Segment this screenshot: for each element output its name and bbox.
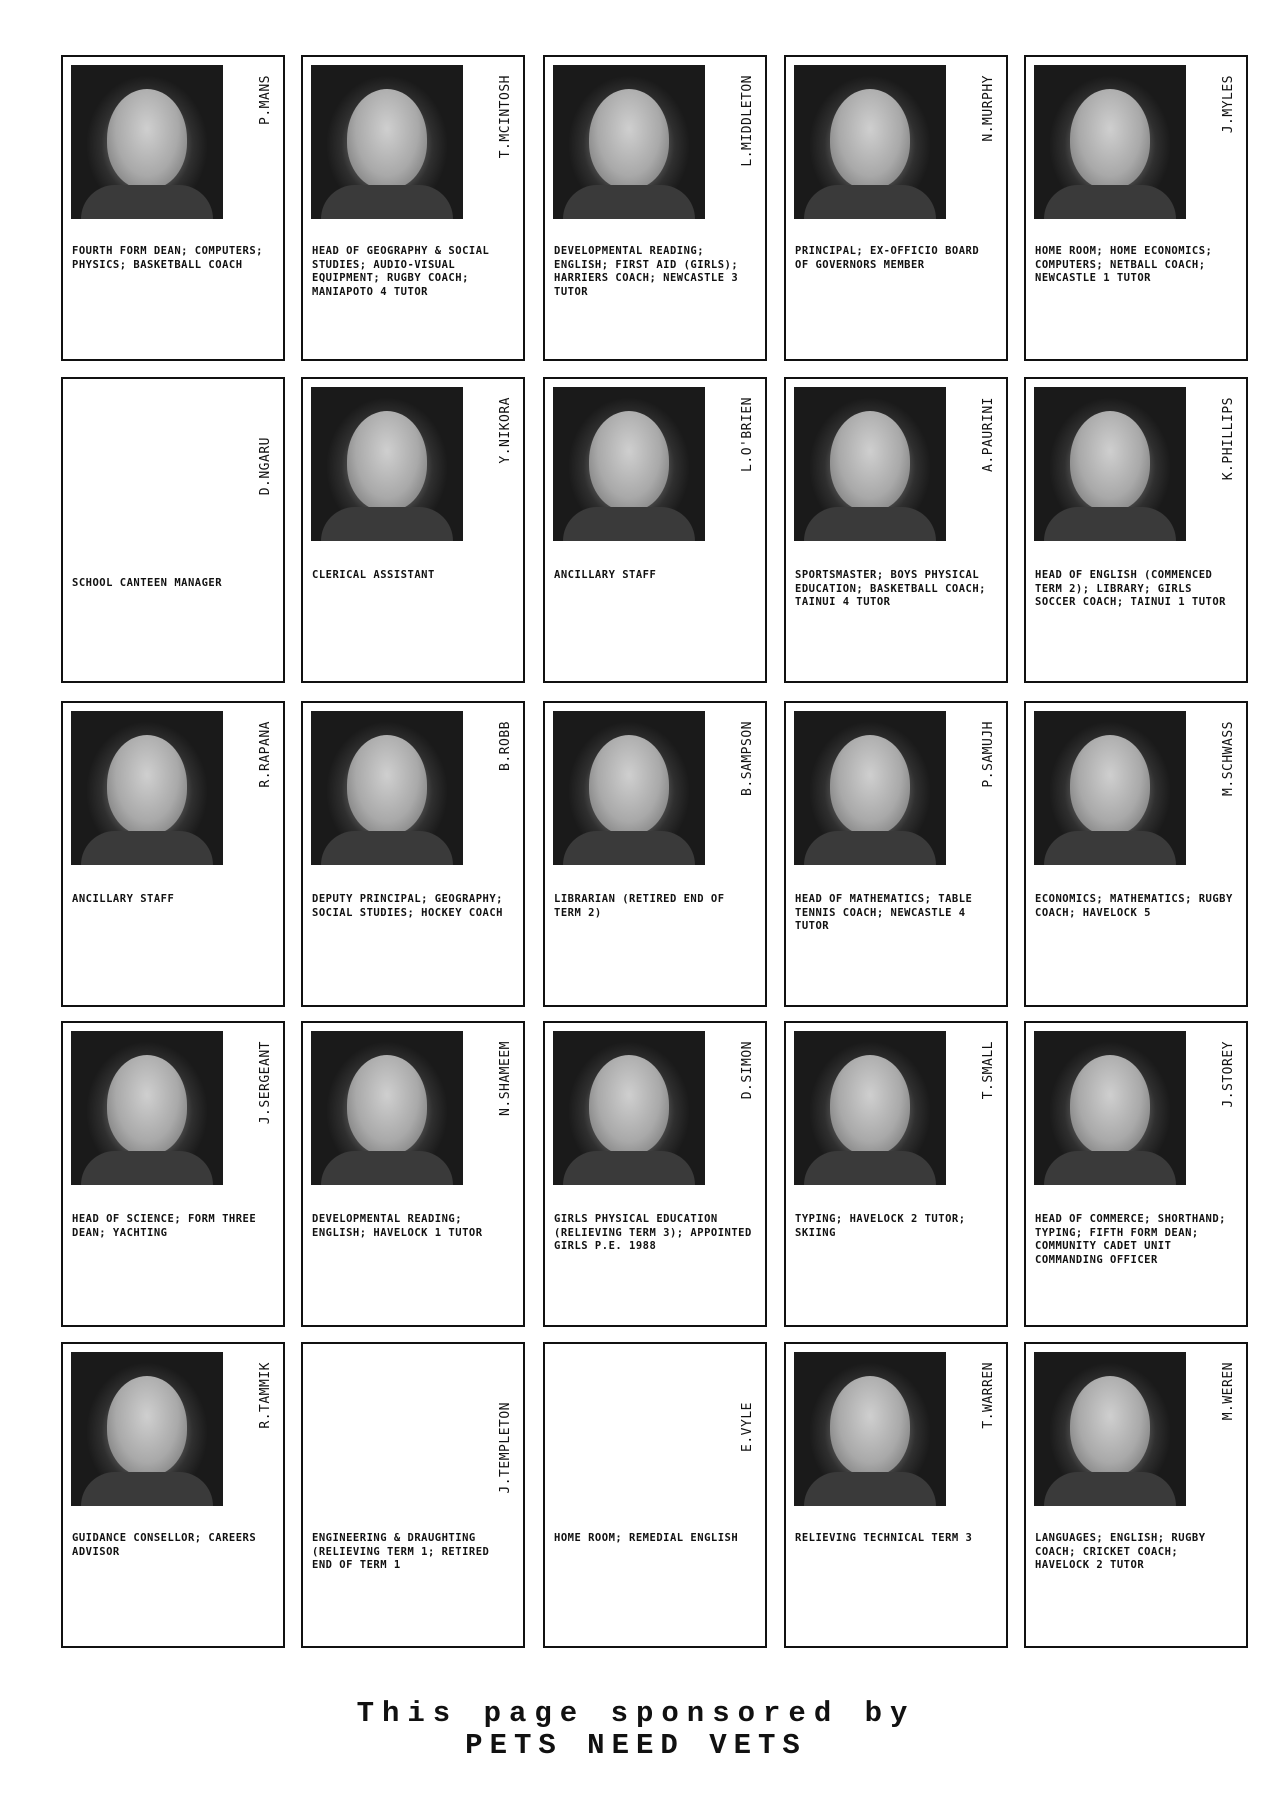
staff-card [61,55,285,361]
staff-card [784,1021,1008,1327]
staff-card [61,377,285,683]
photo-shoulders [321,185,453,219]
staff-role: HOME ROOM; REMEDIAL ENGLISH [554,1532,739,1544]
staff-name: R.RAPANA [258,721,273,788]
photo-shoulders [804,1472,936,1506]
photo-shoulders [1044,831,1176,865]
staff-photo [71,1031,223,1185]
staff-card [543,1021,767,1327]
staff-role: DEVELOPMENTAL READING; ENGLISH; FIRST AID (GIRLS); HARRIERS COACH; NEWCASTLE 3 TUTOR [554,245,746,298]
photo-shoulders [1044,1472,1176,1506]
staff-role: TYPING; HAVELOCK 2 TUTOR; SKIING [795,1213,973,1239]
photo-shoulders [81,1151,213,1185]
staff-role: ECONOMICS; MATHEMATICS; RUGBY COACH; HAVELOCK 5 [1035,893,1240,919]
sponsor-name: PETS NEED VETS [465,1729,807,1762]
staff-card [301,701,525,1007]
photo-face [1070,1376,1150,1476]
staff-name: K.PHILLIPS [1221,397,1236,481]
staff-role: GUIDANCE CONSELLOR; CAREERS ADVISOR [72,1532,264,1558]
staff-photo [1034,387,1186,541]
staff-name: T.SMALL [981,1041,996,1100]
staff-photo [794,711,946,865]
staff-name: M.WEREN [1221,1362,1236,1421]
photo-face [589,735,669,835]
photo-shoulders [1044,507,1176,541]
photo-shoulders [563,507,695,541]
staff-card [784,1342,1008,1648]
staff-role: GIRLS PHYSICAL EDUCATION (RELIEVING TERM 3); APPOINTED GIRLS P.E. 1988 [554,1213,759,1252]
photo-shoulders [804,185,936,219]
staff-card [301,1342,525,1648]
staff-name: J.STOREY [1221,1041,1236,1108]
staff-photo [553,65,705,219]
staff-name: P.MANS [258,75,273,125]
staff-card [784,377,1008,683]
staff-photo [553,1031,705,1185]
photo-face [830,411,910,511]
staff-name: N.SHAMEEM [498,1041,513,1116]
staff-name: M.SCHWASS [1221,721,1236,796]
staff-role: LIBRARIAN (RETIRED END OF TERM 2) [554,893,732,919]
staff-photo [71,65,223,219]
staff-photo [1034,711,1186,865]
staff-card [1024,1342,1248,1648]
photo-face [347,1055,427,1155]
photo-shoulders [81,831,213,865]
staff-photo [311,1031,463,1185]
staff-role: ANCILLARY STAFF [72,893,175,905]
photo-face [1070,89,1150,189]
photo-face [347,735,427,835]
photo-face [107,1376,187,1476]
staff-card [784,701,1008,1007]
photo-face [589,1055,669,1155]
photo-shoulders [563,185,695,219]
staff-name: B.ROBB [498,721,513,771]
staff-card [543,1342,767,1648]
staff-photo [311,65,463,219]
staff-role: DEVELOPMENTAL READING; ENGLISH; HAVELOCK 1 TUTOR [312,1213,483,1239]
staff-card [61,1021,285,1327]
staff-photo [553,711,705,865]
staff-role: HEAD OF GEOGRAPHY & SOCIAL STUDIES; AUDIO-VISUAL EQUIPMENT; RUGBY COACH; MANIAPOTO 4 TUTOR [312,245,497,298]
staff-photo [311,387,463,541]
staff-role: HEAD OF COMMERCE; SHORTHAND; TYPING; FIFTH FORM DEAN; COMMUNITY CADET UNIT COMMANDING OFFICER [1035,1213,1233,1266]
staff-name: R.TAMMIK [258,1362,273,1429]
staff-name: T.WARREN [981,1362,996,1429]
staff-name: D.NGARU [258,437,273,496]
photo-shoulders [321,507,453,541]
staff-photo [71,1352,223,1506]
staff-role: CLERICAL ASSISTANT [312,569,435,581]
photo-shoulders [81,185,213,219]
staff-photo [794,1352,946,1506]
staff-photo [1034,1031,1186,1185]
staff-photo [1034,65,1186,219]
photo-face [830,1055,910,1155]
staff-photo [71,711,223,865]
staff-card [1024,1021,1248,1327]
staff-role: HEAD OF MATHEMATICS; TABLE TENNIS COACH; NEWCASTLE 4 TUTOR [795,893,980,932]
staff-photo [1034,1352,1186,1506]
staff-name: B.SAMPSON [740,721,755,796]
photo-face [1070,1055,1150,1155]
staff-name: Y.NIKORA [498,397,513,464]
staff-card [1024,701,1248,1007]
staff-card [1024,55,1248,361]
staff-card [784,55,1008,361]
staff-card [301,1021,525,1327]
staff-photo [311,711,463,865]
staff-role: DEPUTY PRINCIPAL; GEOGRAPHY; SOCIAL STUDIES; HOCKEY COACH [312,893,510,919]
staff-role: HOME ROOM; HOME ECONOMICS; COMPUTERS; NETBALL COACH; NEWCASTLE 1 TUTOR [1035,245,1220,284]
photo-face [107,735,187,835]
staff-name: E.VYLE [740,1402,755,1452]
staff-card [543,377,767,683]
photo-face [1070,411,1150,511]
staff-card [543,55,767,361]
staff-photo [794,1031,946,1185]
staff-name: N.MURPHY [981,75,996,142]
photo-face [107,89,187,189]
staff-photo [553,387,705,541]
photo-face [107,1055,187,1155]
staff-name: D.SIMON [740,1041,755,1100]
staff-photo [794,65,946,219]
photo-face [830,735,910,835]
staff-photo [794,387,946,541]
photo-shoulders [1044,1151,1176,1185]
sponsor-line: This page sponsored by [356,1697,916,1730]
photo-shoulders [321,831,453,865]
photo-shoulders [1044,185,1176,219]
staff-card [543,701,767,1007]
staff-card [61,1342,285,1648]
staff-role: PRINCIPAL; EX-OFFICIO BOARD OF GOVERNORS MEMBER [795,245,987,271]
photo-shoulders [804,507,936,541]
staff-name: P.SAMUJH [981,721,996,788]
staff-role: ANCILLARY STAFF [554,569,657,581]
staff-role: LANGUAGES; ENGLISH; RUGBY COACH; CRICKET COACH; HAVELOCK 2 TUTOR [1035,1532,1213,1571]
staff-name: T.MCINTOSH [498,75,513,159]
staff-name: J.TEMPLETON [498,1402,513,1494]
staff-card [1024,377,1248,683]
staff-role: HEAD OF SCIENCE; FORM THREE DEAN; YACHTING [72,1213,264,1239]
photo-face [347,89,427,189]
photo-shoulders [81,1472,213,1506]
staff-name: L.O'BRIEN [740,397,755,472]
photo-face [1070,735,1150,835]
photo-face [589,89,669,189]
photo-shoulders [321,1151,453,1185]
photo-shoulders [563,1151,695,1185]
staff-role: HEAD OF ENGLISH (COMMENCED TERM 2); LIBRARY; GIRLS SOCCER COACH; TAINUI 1 TUTOR [1035,569,1227,608]
photo-face [347,411,427,511]
staff-role: ENGINEERING & DRAUGHTING (RELIEVING TERM 1; RETIRED END OF TERM 1 [312,1532,497,1571]
staff-card [61,701,285,1007]
photo-shoulders [563,831,695,865]
sponsor-footer [0,1698,1272,1762]
staff-card [301,377,525,683]
staff-name: J.MYLES [1221,75,1236,134]
staff-name: J.SERGEANT [258,1041,273,1125]
photo-face [830,1376,910,1476]
staff-role: SPORTSMASTER; BOYS PHYSICAL EDUCATION; BASKETBALL COACH; TAINUI 4 TUTOR [795,569,993,608]
staff-name: L.MIDDLETON [740,75,755,167]
photo-face [830,89,910,189]
photo-face [589,411,669,511]
staff-role: RELIEVING TECHNICAL TERM 3 [795,1532,973,1544]
photo-shoulders [804,831,936,865]
staff-role: FOURTH FORM DEAN; COMPUTERS; PHYSICS; BASKETBALL COACH [72,245,270,271]
photo-shoulders [804,1151,936,1185]
staff-role: SCHOOL CANTEEN MANAGER [72,577,223,589]
staff-card [301,55,525,361]
staff-name: A.PAURINI [981,397,996,472]
